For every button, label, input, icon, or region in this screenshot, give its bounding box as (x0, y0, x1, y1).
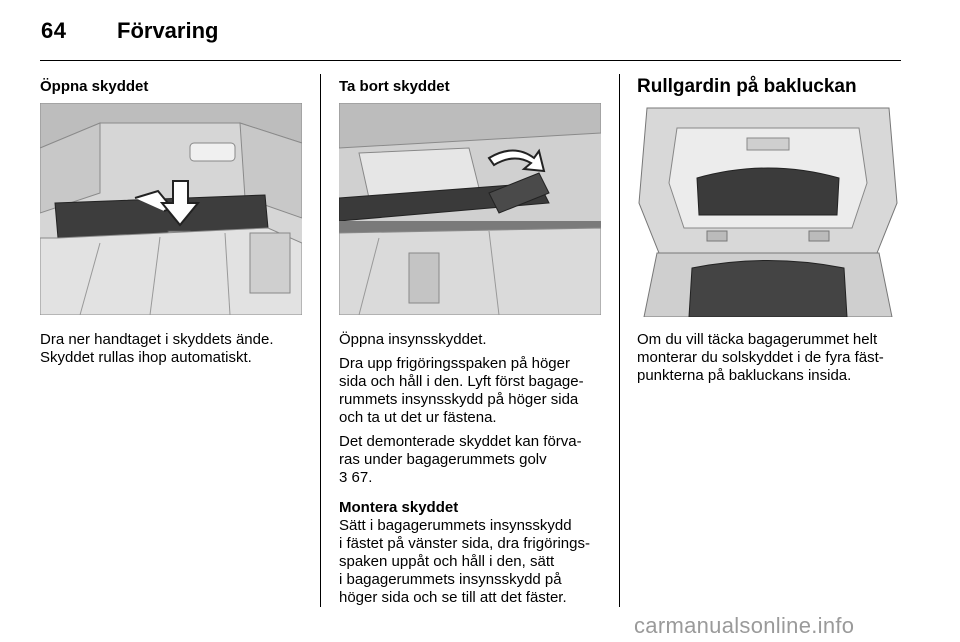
col3-line-3: punkterna på bakluckans insida. (637, 367, 852, 384)
col2-para-4-line-2: i fästet på vänster sida, dra frigörings- (339, 535, 590, 552)
col3-heading: Rullgardin på bakluckan (637, 76, 857, 97)
watermark: carmanualsonline.info (634, 613, 855, 638)
figure-open-cover (40, 103, 302, 315)
col2-para-4-line-5: höger sida och se till att det fäster. (339, 589, 567, 606)
col3-line-2: monterar du solskyddet i de fyra fäst- (637, 349, 884, 366)
col2-para-2 (339, 355, 611, 427)
col2-para-2-line-4: och ta ut det ur fästena. (339, 409, 497, 426)
col3-line-1: Om du vill täcka bagagerummet helt (637, 331, 878, 348)
col1-line-1: Dra ner handtaget i skyddets ände. (40, 331, 274, 348)
col2-para-3-line-2: ras under bagagerummets golv (339, 451, 547, 468)
col1-text (40, 331, 312, 367)
col2-text (339, 331, 611, 607)
col2-para-1: Öppna insynsskyddet. (339, 331, 487, 348)
col1-line-2: Skyddet rullas ihop automatiskt. (40, 349, 252, 366)
figure-remove-cover (339, 103, 601, 315)
col2-para-4 (339, 517, 611, 607)
col2-para-4-line-1: Sätt i bagagerummets insynsskydd (339, 517, 572, 534)
col2-para-4-line-4: i bagagerummets insynsskydd på (339, 571, 562, 588)
col2-para-4-line-3: spaken uppåt och håll i den, sätt (339, 553, 555, 570)
col2-para-2-line-3: rummets insynsskydd på höger sida (339, 391, 579, 408)
col2-para-3 (339, 433, 611, 487)
col2-para-3-line-1: Det demonterade skyddet kan förva- (339, 433, 582, 450)
header-rule (40, 60, 901, 61)
col2-subheading: Montera skyddet (339, 499, 459, 516)
column-divider-1 (320, 74, 321, 607)
arrow-ref-icon: 3 (339, 469, 348, 486)
col2-para-2-line-1: Dra upp frigöringsspaken på höger (339, 355, 570, 372)
col3-text (637, 331, 912, 385)
figure-tailgate-blind (637, 103, 899, 317)
page-number: 64 (41, 18, 67, 43)
page-reference[interactable]: 67. (351, 469, 373, 486)
col1-heading: Öppna skyddet (40, 78, 149, 95)
page-title: Förvaring (117, 18, 219, 43)
column-divider-2 (619, 74, 620, 607)
col2-heading: Ta bort skyddet (339, 78, 450, 95)
col2-para-2-line-2: sida och håll i den. Lyft först bagage- (339, 373, 584, 390)
